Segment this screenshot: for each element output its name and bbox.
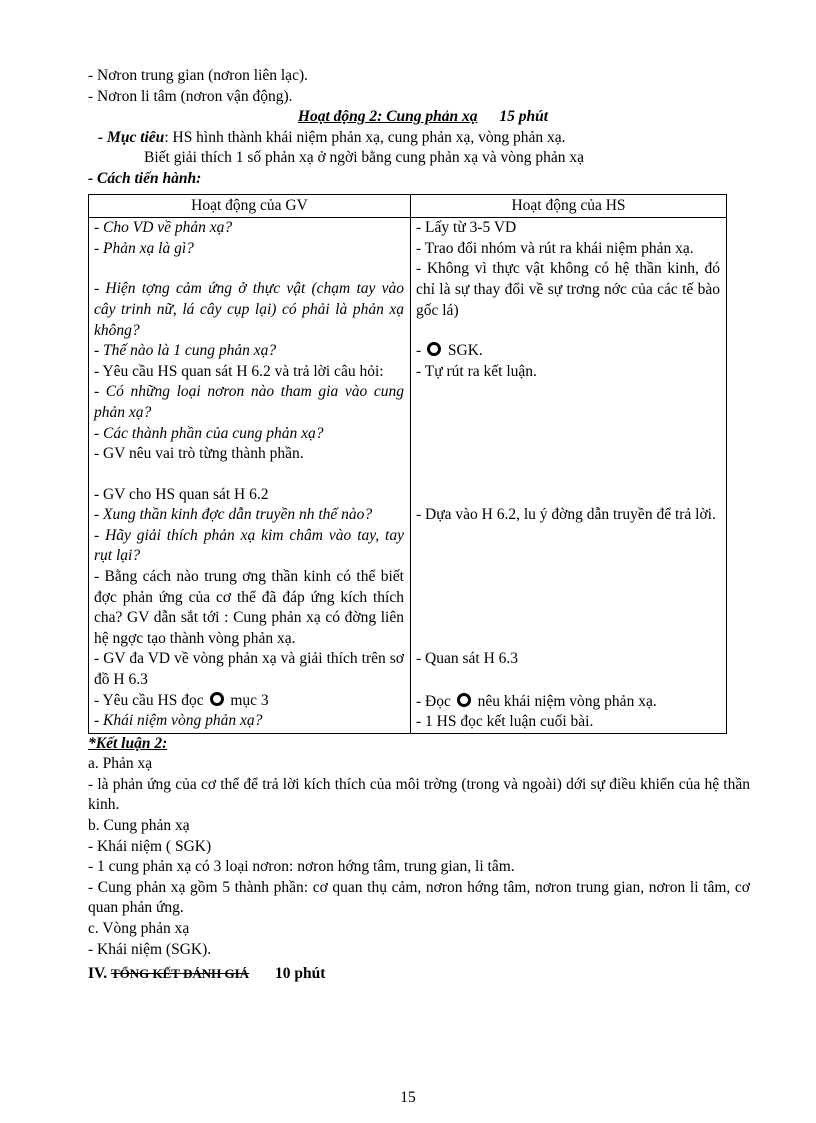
gv-item: - Hãy giải thích phản xạ kim châm vào tay, tay rụt lại? xyxy=(94,526,404,565)
hs-item: - 1 HS đọc kết luận cuối bài. xyxy=(416,713,594,731)
gv-item: - Các thành phần của cung phản xạ? xyxy=(94,424,324,442)
gv-item: - Hiện tợng cảm ứng ở thực vật (chạm tay vào cây trinh nữ, lá cây cụp lại) có phải là phản xạ không? xyxy=(94,280,404,339)
conclusion-b3: - Cung phản xạ gồm 5 thành phần: cơ quan thụ cảm, nơron hớng tâm, nơron trung gian, nơron li tâm, cơ quan phản ứng. xyxy=(88,878,750,917)
document-page xyxy=(88,66,750,985)
hs4-pre: - xyxy=(416,342,422,360)
method-label: - Cách tiến hành: xyxy=(88,169,202,187)
activity-title: Hoạt động 2: Cung phản xạ xyxy=(297,108,478,126)
intro-line-1: - Nơron trung gian (nơron liên lạc). xyxy=(88,67,308,84)
gv-list xyxy=(94,218,404,690)
gv-item: - GV nêu vai trò từng thành phần. xyxy=(94,445,304,463)
gv-item: - Bằng cách nào trung ơng thần kinh có thể biết đợc phản ứng của cơ thể đã đáp ứng kích thích cha? GV dẫn sắt tới : Cung phản xạ có đờng liên hệ ngợc tạo thành vòng phản xạ. xyxy=(94,568,404,647)
summary-number: IV. xyxy=(88,965,108,983)
intro-line-2: - Nơron li tâm (nơron vận động). xyxy=(88,87,293,105)
gv-read-pre: - Yêu cầu HS đọc xyxy=(94,691,204,709)
conclusion-c: c. Vòng phản xạ xyxy=(88,920,190,938)
hs-item: - Trao đổi nhóm và rút ra khái niệm phản xạ. xyxy=(416,239,694,257)
hs4-post: SGK. xyxy=(447,342,483,360)
page-number: 15 xyxy=(400,1089,416,1106)
goal-label: - Mục tiêu xyxy=(98,128,165,146)
conclusion-a: a. Phản xạ xyxy=(88,755,153,773)
circle-symbol-icon xyxy=(210,692,224,706)
gv-read-line xyxy=(94,691,404,712)
circle-symbol-icon xyxy=(457,693,471,707)
hs-item: - Quan sát H 6.3 xyxy=(416,649,519,667)
gv-item: - GV cho HS quan sát H 6.2 xyxy=(94,485,269,503)
hs-item: - Lấy từ 3-5 VD xyxy=(416,219,517,237)
table-header-row xyxy=(89,194,727,218)
gv-item: - Thế nào là 1 cung phản xạ? xyxy=(94,342,277,360)
summary-time: 10 phút xyxy=(274,965,326,983)
circle-symbol-icon xyxy=(427,342,441,356)
hs-item xyxy=(416,692,720,713)
summary-heading xyxy=(88,964,750,985)
hs-item xyxy=(416,341,720,362)
hs-item: - Không vì thực vật không có hệ thần kinh, đó chỉ là sự thay đổi về sự trơng nớc của các tế bào gốc lá) xyxy=(416,260,720,319)
activity-time: 15 phút xyxy=(499,108,549,126)
hs8-pre: - Đọc xyxy=(416,692,451,710)
table-body-row xyxy=(89,218,727,734)
conclusion-b: b. Cung phản xạ xyxy=(88,817,190,835)
conclusion-title: *Kết luận 2: xyxy=(88,734,168,752)
gv-item: - Xung thần kinh đợc dẫn truyền nh thế nào? xyxy=(94,506,373,524)
gv-item: - Cho VD về phản xạ? xyxy=(94,219,233,237)
gv-item: - GV đa VD về vòng phản xạ và giải thích trên sơ đồ H 6.3 xyxy=(94,650,404,689)
gv-item: - Có những loại nơron nào tham gia vào cung phản xạ? xyxy=(94,383,404,421)
gv-read-post: mục 3 xyxy=(230,691,269,709)
conclusion-b1: - Khái niệm ( SGK) xyxy=(88,837,212,855)
conclusion-b2: - 1 cung phản xạ có 3 loại nơron: nơron hớng tâm, trung gian, li tâm. xyxy=(88,858,515,876)
gv-last-line: - Khái niệm vòng phản xạ? xyxy=(94,712,263,730)
goal-line-2: Biết giải thích 1 số phản xạ ở ngời bằng cung phản xạ và vòng phản xạ xyxy=(144,149,584,167)
hs-item: - Dựa vào H 6.2, lu ý đờng dẫn truyền để trả lời. xyxy=(416,506,716,524)
header-gv: Hoạt động của GV xyxy=(89,194,411,218)
goal-text: : HS hình thành khái niệm phản xạ, cung phản xạ, vòng phản xạ. xyxy=(164,128,566,146)
summary-label: TỔNG KẾT ĐÁNH GIÁ xyxy=(110,966,250,982)
gv-item xyxy=(94,259,404,279)
hs-item: - Tự rút ra kết luận. xyxy=(416,362,537,380)
activity-heading xyxy=(88,107,750,128)
header-hs: Hoạt động của HS xyxy=(411,194,727,218)
gv-column xyxy=(89,218,411,734)
gv-item xyxy=(94,465,404,485)
hs8-post: nêu khái niệm vòng phản xạ. xyxy=(477,692,657,710)
conclusion-c1: - Khái niệm (SGK). xyxy=(88,940,212,958)
hs-column xyxy=(411,218,727,734)
gv-item: - Phản xạ là gì? xyxy=(94,239,194,257)
goal-line xyxy=(88,128,750,149)
conclusion-a1: - là phản ứng của cơ thể để trả lời kích thích của môi trờng (trong và ngoài) dới sự điều khiển của hệ thần kinh. xyxy=(88,775,750,814)
gv-item: - Yêu cầu HS quan sát H 6.2 và trả lời câu hỏi: xyxy=(94,362,384,380)
activity-table xyxy=(88,194,727,734)
